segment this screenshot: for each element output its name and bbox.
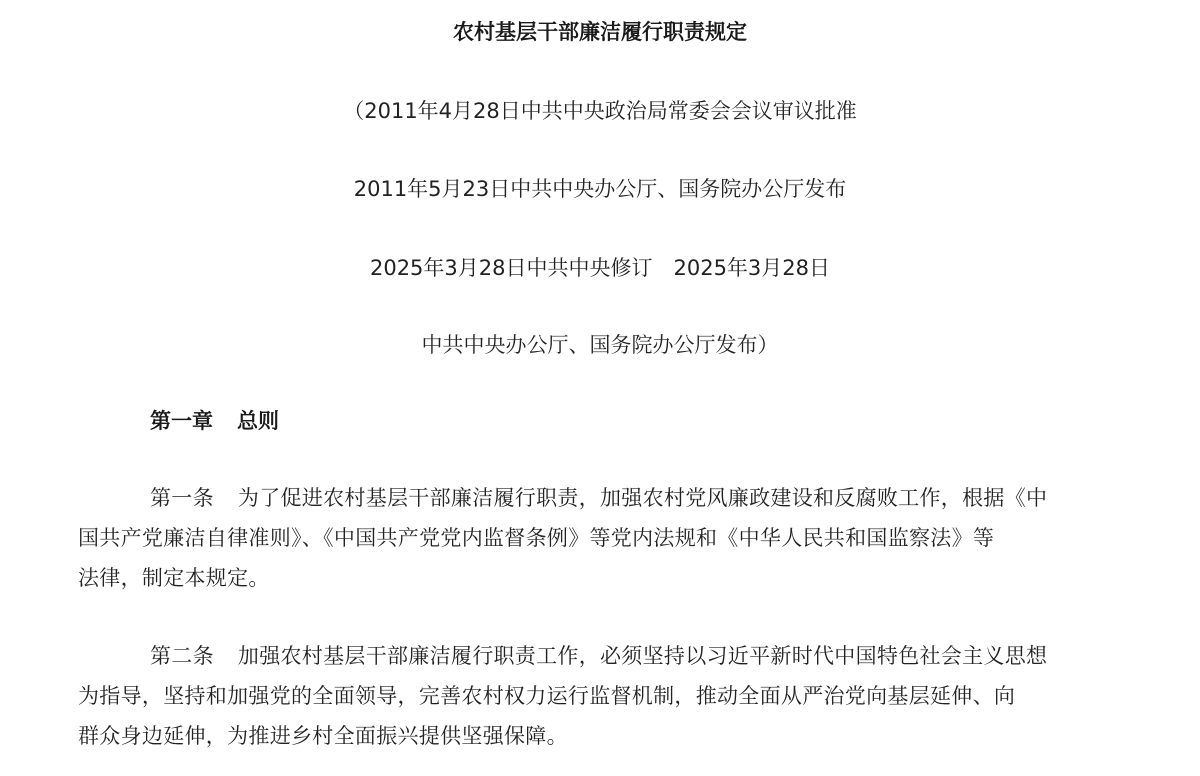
article-text-line: 为指导，坚持和加强党的全面领导，完善农村权力运行监督机制，推动全面从严治党向基层延伸、向 [78, 684, 1016, 708]
article-text-line: 加强农村基层干部廉洁履行职责工作，必须坚持以习近平新时代中国特色社会主义思想 [237, 644, 1048, 668]
article-text-line: 法律，制定本规定。 [78, 566, 270, 590]
article-text-line: 国共产党廉洁自律准则》、《中国共产党党内监督条例》等党内法规和《中华人民共和国监察法》等 [78, 526, 995, 550]
article-paragraph [78, 478, 1148, 598]
article-number: 第二条 [150, 644, 214, 668]
subtitle-line: 中共中央办公厅、国务院办公厅发布） [421, 333, 779, 357]
subtitle-line: 2025年3月28日中共中央修订 2025年3月28日 [369, 256, 831, 280]
chapter-number: 第一章 [150, 409, 213, 433]
article-text-line: 为了促进农村基层干部廉洁履行职责，加强农村党风廉政建设和反腐败工作，根据《中 [237, 486, 1048, 510]
article-text-line: 群众身边延伸，为推进乡村全面振兴提供坚强保障。 [78, 724, 568, 748]
article-paragraph [78, 636, 1148, 756]
document-title: 农村基层干部廉洁履行职责规定 [453, 20, 747, 44]
article-number: 第一条 [150, 486, 214, 510]
chapter-title: 总则 [237, 409, 279, 433]
chapter-heading [150, 406, 279, 436]
subtitle-line: （2011年4月28日中共中央政治局常委会会议审议批准 [343, 99, 857, 123]
subtitle-line: 2011年5月23日中共中央办公厅、国务院办公厅发布 [353, 177, 847, 201]
